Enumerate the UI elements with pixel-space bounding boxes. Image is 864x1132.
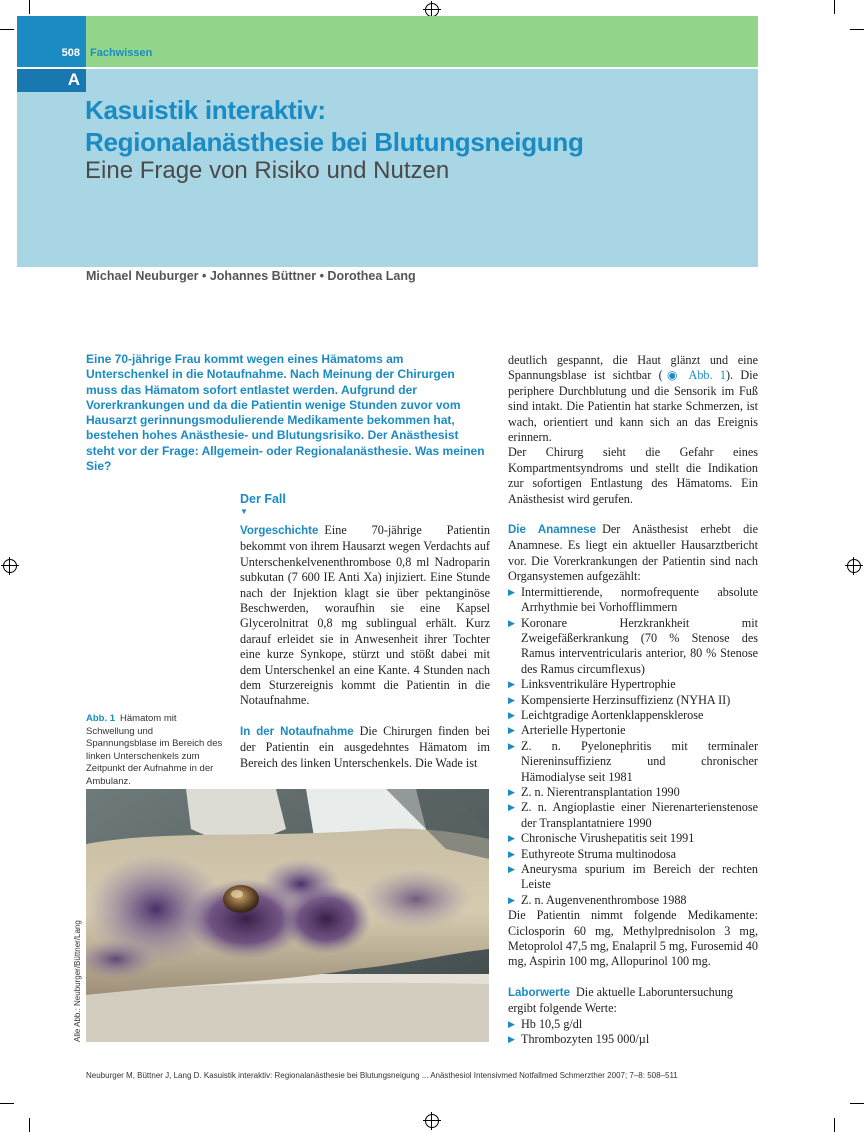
list-item: ▶ Koronare Herzkrankheit mit Zweigefäßerkrankung (70 % Stenose des Ramus interventricularis anterior, 80 % Stenose des Ramus circumflexus) — [508, 616, 758, 678]
text-vorgeschichte: Eine 70-jährige Patientin bekommt von ihrem Hausarzt wegen Verdachts auf Unterschenkelvenenthrombose 0,8 ml Nadroparin subkutan (7 600 IE Anti Xa) injiziert. Eine Stunde nach der Injektion klagt sie über pektanginöse Beschwerden, woraufhin sie eine Kapsel Glycerolnitrat 0,8 mg sublingual erhält. Kurz darauf erleidet sie in Anwesenheit ihrer Tochter eine kurze Synkope, stürzt und stößt dabei mit dem Unterschenkel an eine Kante. 4 Stunden nach dem Sturzereignis kommt die Patientin in die Notaufnahme. — [240, 523, 490, 708]
paragraph-anamnese: Die Anamnese Der Anästhesist erhebt die Anamnese. Es liegt ein aktueller Hausarztbericht vor. Die Vorerkrankungen der Patientin sind nach Organsystemen aufgezählt: — [508, 522, 759, 584]
list-item: ▶ Z. n. Nierentransplantation 1990 — [508, 785, 758, 800]
paragraph-vorgeschichte — [240, 523, 490, 709]
list-item: ▶ Aneurysma spurium im Bereich der rechten Leiste — [508, 862, 758, 893]
crop-mark — [834, 1118, 835, 1132]
paragraph-notaufnahme — [240, 724, 490, 771]
section-letter: A — [67, 70, 80, 89]
figure-photo-hematoma — [86, 789, 489, 1042]
page-number: 508 — [61, 47, 80, 59]
paragraph-labor: Laborwerte Die aktuelle Laboruntersuchung ergibt folgende Werte: — [508, 984, 734, 1016]
list-item: ▶ Z. n. Angioplastie einer Nierenarterienstenose der Transplantatniere 1990 — [508, 800, 758, 831]
figure-reference-link[interactable]: ◉ Abb. 1 — [662, 368, 726, 383]
figure-label: Abb. 1 — [86, 713, 116, 724]
list-item: ▶ Leichtgradige Aortenklappensklerose — [508, 708, 758, 723]
section-label: Fachwissen — [90, 47, 153, 59]
down-triangle-icon: ▼ — [240, 507, 248, 516]
photo-credit: Alle Abb.: Neuburger/Büttner/Lang — [73, 920, 82, 1042]
registration-mark — [425, 1114, 439, 1128]
lead-paragraph: Eine 70-jährige Frau kommt wegen eines Hämatoms am Unterschenkel in die Notaufnahme. Nach Meinung der Chirurgen muss das Hämatom sofort entlastet werden. Aufgrund der Vorerkrankungen und da die Patientin wenige Stunden zuvor vom Hausarzt gerinnungsmodulierende Medikamente bekommen hat, bestehen hohes Anästhesie- und Blutungsrisiko. Der Anästhesist steht vor der Frage: Allgemein- oder Regionalanästhesie. Was meinen Sie? — [86, 352, 485, 474]
article-title-line-1: Kasuistik interaktiv: — [85, 95, 326, 125]
crop-mark — [850, 29, 864, 30]
citation-footer: Neuburger M, Büttner J, Lang D. Kasuistik interaktiv: Regionalanästhesie bei Blutungsneigung ... Anästhesiol Intensivmed Notfallmed Schmerzther 2007; 7–8: 508–511 — [86, 1071, 678, 1080]
article-title-line-2: Regionalanästhesie bei Blutungsneigung — [85, 127, 584, 157]
crop-mark — [29, 0, 30, 14]
crop-mark — [834, 0, 835, 14]
list-item: ▶ Z. n. Augenvenenthrombose 1988 — [508, 893, 758, 908]
figure-caption-text: Hämatom mit Schwellung und Spannungsblase im Bereich des linken Unterschenkels zum Zeitpunkt der Aufnahme in der Ambulanz. — [86, 713, 223, 787]
list-item: ▶ Linksventrikuläre Hypertrophie — [508, 677, 758, 692]
crop-mark — [0, 29, 14, 30]
authors: Michael Neuburger • Johannes Büttner • Dorothea Lang — [86, 269, 416, 283]
list-item: ▶ Kompensierte Herzinsuffizienz (NYHA II) — [508, 693, 758, 708]
right-column — [508, 353, 758, 1047]
paragraph-continuation: deutlich gespannt, die Haut glänzt und eine Spannungsblase ist sichtbar (◉ Abb. 1). Die periphere Durchblutung und die Sensorik im Fuß sind intakt. Die Patientin hat starke Schmerzen, ist wach, orientiert und kann sich an das Ereignis erinnern. — [508, 353, 758, 445]
figure-caption — [86, 713, 226, 788]
runin-anamnese: Die Anamnese — [508, 524, 597, 537]
list-item: ▶ Intermittierende, normofrequente absolute Arrhythmie bei Vorhofflimmern — [508, 585, 758, 616]
crop-mark — [850, 1103, 864, 1104]
list-item: ▶ Hb 10,5 g/dl — [508, 1017, 758, 1032]
registration-mark — [3, 559, 17, 573]
case-column — [240, 523, 490, 771]
page-number-tab — [17, 16, 86, 67]
article-subtitle: Eine Frage von Risiko und Nutzen — [85, 157, 450, 184]
runin-notaufnahme: In der Notaufnahme — [240, 725, 354, 738]
list-item: ▶ Arterielle Hypertonie — [508, 723, 758, 738]
header-bar — [86, 16, 758, 67]
conditions-list — [508, 585, 758, 909]
paragraph-medication: Die Patientin nimmt folgende Medikamente: Ciclosporin 60 mg, Methylprednisolon 3 mg, Metoprolol 47,5 mg, Enalapril 5 mg, Furosemid 40 mg, Aspirin 100 mg, Allopurinol 100 mg. — [508, 908, 758, 969]
runin-vorgeschichte: Vorgeschichte — [240, 525, 319, 537]
registration-mark — [847, 559, 861, 573]
list-item: ▶ Chronische Virushepatitis seit 1991 — [508, 831, 758, 846]
crop-mark — [0, 1103, 14, 1104]
runin-laborwerte: Laborwerte — [508, 986, 570, 999]
list-item: ▶ Thrombozyten 195 000/µl — [508, 1032, 758, 1047]
list-item: ▶ Euthyreote Struma multinodosa — [508, 847, 758, 862]
text-notaufnahme: Die Chirurgen finden bei der Patientin ein ausgedehntes Hämatom im Bereich des linken Unterschenkels. Die Wade ist — [240, 723, 490, 770]
lab-values-list — [508, 1017, 758, 1048]
paragraph-chirurg: Der Chirurg sieht die Gefahr eines Kompartmentsyndroms und stellt die Indikation zur sofortigen Entlastung des Hämatoms. Ein Anästhesist wird gerufen. — [508, 445, 758, 506]
list-item: ▶ Z. n. Pyelonephritis mit terminaler Niereninsuffizienz und chronischer Hämodialyse seit 1981 — [508, 739, 758, 785]
registration-mark — [425, 3, 439, 17]
crop-mark — [29, 1118, 30, 1132]
section-heading-der-fall: Der Fall — [240, 492, 286, 506]
